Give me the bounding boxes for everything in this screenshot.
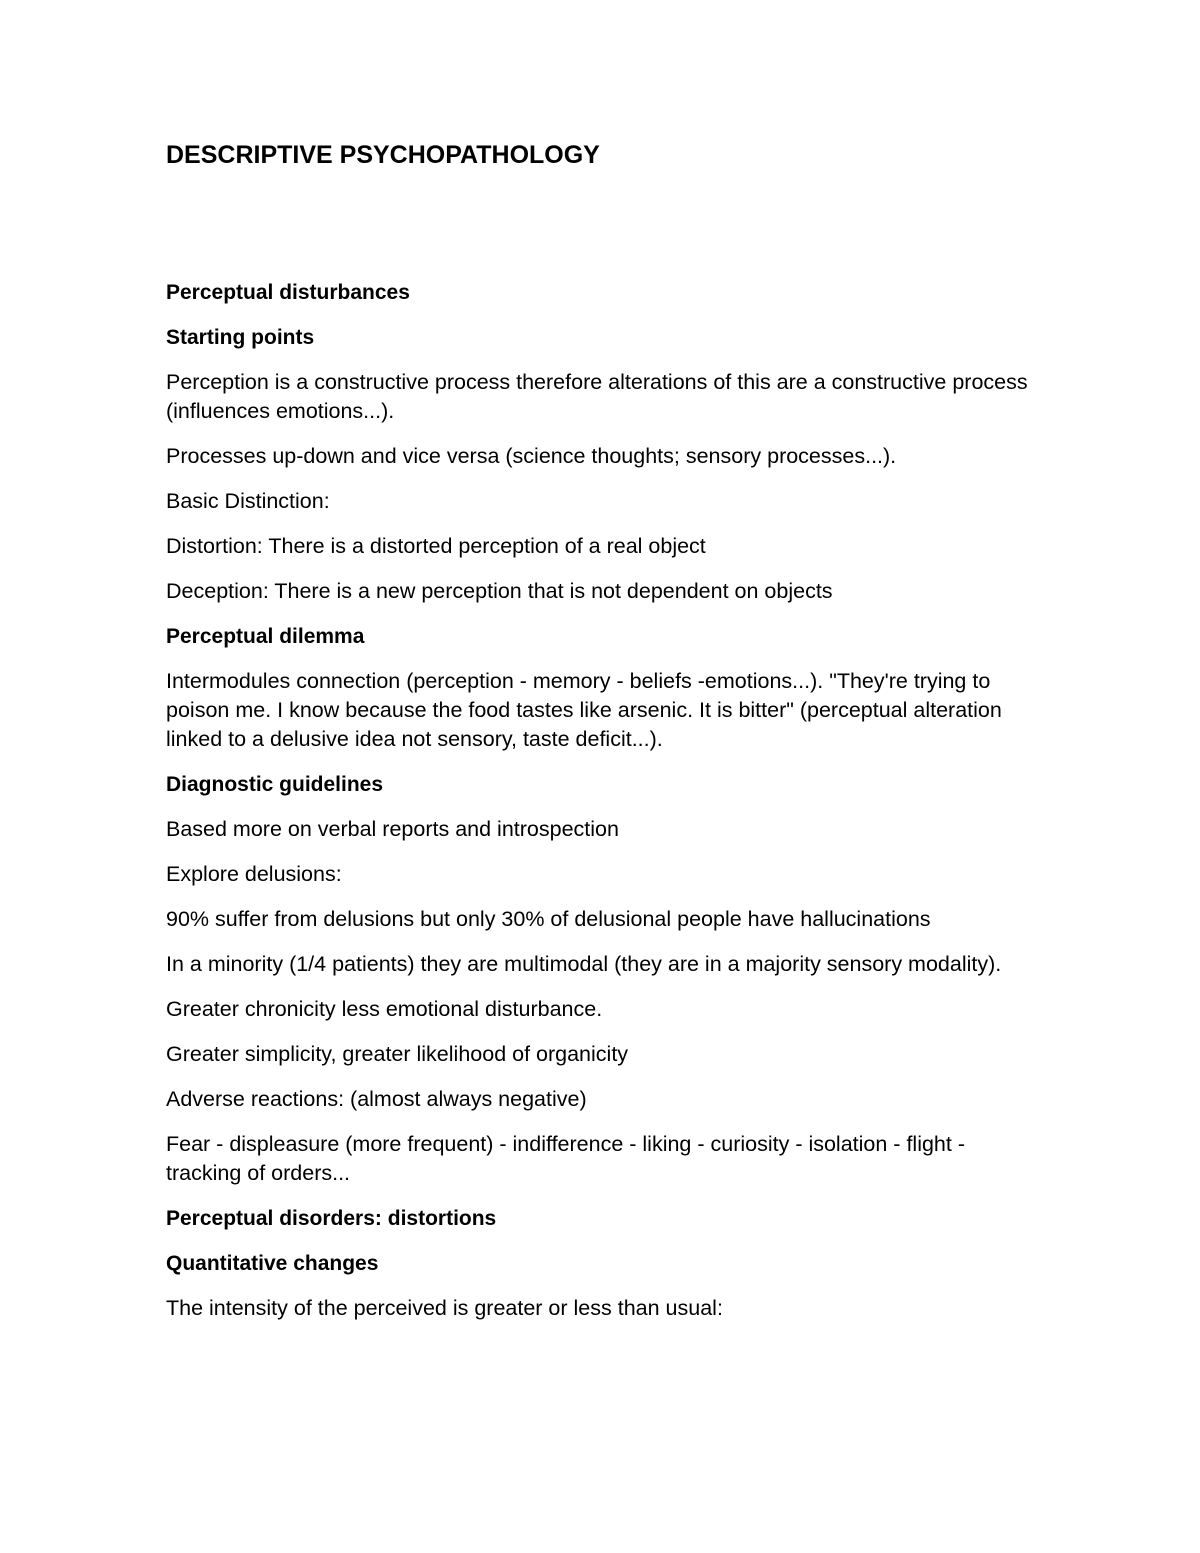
section-heading: Perceptual disorders: distortions [166, 1207, 497, 1230]
body-paragraph: Deception: There is a new perception that is not dependent on objects [166, 579, 833, 603]
subsection-heading: Quantitative changes [166, 1252, 379, 1275]
section-heading: Perceptual disturbances [166, 281, 410, 304]
body-paragraph: Intermodules connection (perception - memory - beliefs -emotions...). "They're trying to poison me. I know because the food tastes like arsenic. It is bitter" (perceptual alteration linked to a delusive idea not sensory, taste deficit...). [166, 669, 1002, 751]
body-paragraph: Basic Distinction: [166, 489, 330, 513]
document-title: DESCRIPTIVE PSYCHOPATHOLOGY [166, 141, 600, 169]
body-paragraph: Perception is a constructive process therefore alterations of this are a constructive process (influences emotions...). [166, 370, 1028, 423]
subsection-heading: Perceptual dilemma [166, 625, 365, 648]
body-paragraph: Fear - displeasure (more frequent) - indifference - liking - curiosity - isolation - flight - tracking of orders... [166, 1132, 965, 1185]
body-paragraph: Greater chronicity less emotional disturbance. [166, 997, 603, 1021]
document-body [166, 278, 1034, 1323]
body-paragraph: In a minority (1/4 patients) they are multimodal (they are in a majority sensory modality). [166, 952, 1002, 976]
subsection-heading: Diagnostic guidelines [166, 773, 384, 796]
body-paragraph: 90% suffer from delusions but only 30% of delusional people have hallucinations [166, 907, 931, 931]
body-paragraph: Distortion: There is a distorted perception of a real object [166, 534, 706, 558]
body-paragraph: Adverse reactions: (almost always negative) [166, 1087, 587, 1111]
body-paragraph: Based more on verbal reports and introspection [166, 817, 619, 841]
body-paragraph: Greater simplicity, greater likelihood of organicity [166, 1042, 629, 1066]
body-paragraph: Explore delusions: [166, 862, 342, 886]
body-paragraph: The intensity of the perceived is greater or less than usual: [166, 1296, 723, 1320]
body-paragraph: Processes up-down and vice versa (science thoughts; sensory processes...). [166, 444, 897, 468]
subsection-heading: Starting points [166, 326, 315, 349]
